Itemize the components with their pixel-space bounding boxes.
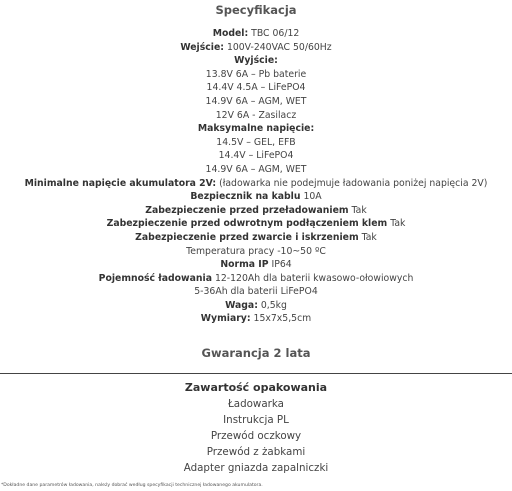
spec-value: 14.9V 6A – AGM, WET [205,95,307,107]
spec-row [0,122,512,136]
spec-value: 14.9V 6A – AGM, WET [205,163,307,175]
footnote: *Dokładne dane parametrów ładowania, należy dobrać według specyfikacji technicznej ładowanego akumulatora. [1,483,263,488]
spec-value: IP64 [268,259,292,271]
spec-row [0,149,512,163]
spec-value: 14.4V – LiFePO4 [218,150,294,162]
spec-row [0,217,512,231]
spec-label: Minimalne napięcie akumulatora 2V: [24,177,217,189]
spec-value: 14.4V 4.5A – LiFePO4 [206,82,306,94]
spec-label: Model: [212,28,249,39]
spec-value: 15x7x5,5cm [250,313,312,325]
spec-row [0,163,512,177]
spec-label: Bezpiecznik na kablu [190,191,301,203]
divider [0,373,512,374]
spec-row [0,272,512,286]
spec-value: Tak [387,218,406,230]
spec-row [0,245,512,259]
spec-label: Wyjście: [234,55,278,67]
spec-row [0,54,512,68]
spec-value: Tak [358,231,377,243]
spec-row [0,190,512,204]
contents-item: Przewód oczkowy [210,430,302,442]
spec-row [0,41,512,55]
spec-value: 13.8V 6A – Pb baterie [205,68,307,80]
spec-label: Zabezpieczenie przed odwrotnym podłączeniem klem [106,218,388,230]
spec-row [0,95,512,109]
spec-label: Pojemność ładowania [98,272,212,284]
spec-row [0,285,512,299]
spec-heading: Specyfikacja [215,3,297,17]
spec-row [0,258,512,272]
spec-row [0,299,512,313]
spec-label: Zabezpieczenie przed zwarcie i iskrzeniem [135,231,359,243]
spec-value: Tak [348,204,367,216]
contents-list [0,396,512,476]
spec-row [0,204,512,218]
spec-row [0,312,512,326]
spec-label: Waga: [225,299,258,311]
spec-row [0,177,512,191]
warranty-heading: Gwarancja 2 lata [201,346,311,360]
spec-row [0,231,512,245]
spec-label: Norma IP [220,259,269,271]
spec-label: Zabezpieczenie przed przeładowaniem [145,204,349,216]
spec-value: TBC 06/12 [248,28,300,39]
contents-item: Ładowarka [228,398,284,410]
spec-value: (ładowarka nie podejmuje ładowania poniżej napięcia 2V) [216,177,488,189]
spec-value: 0,5kg [257,299,287,311]
contents-item: Adapter gniazda zapalniczki [183,462,329,474]
spec-row [0,109,512,123]
contents-item: Instrukcja PL [223,414,289,426]
package-contents [0,380,512,476]
spec-row [0,68,512,82]
spec-value: 10A [300,191,322,203]
spec-label: Maksymalne napięcie: [197,123,315,135]
spec-label: Wymiary: [200,313,251,325]
contents-title: Zawartość opakowania [184,381,328,394]
spec-row [0,27,512,41]
spec-value: 12-120Ah dla baterii kwasowo-ołowiowych [212,272,414,284]
contents-item: Przewód z żabkami [206,446,306,458]
spec-value: 14.5V – GEL, EFB [216,136,296,148]
spec-label: Wejście: [180,41,224,53]
spec-row [0,81,512,95]
spec-value: 100V-240VAC 50/60Hz [223,41,332,53]
spec-list [0,27,512,326]
spec-value: 12V 6A - Zasilacz [215,109,297,121]
spec-value: Temperatura pracy -10~50 ºC [186,245,326,257]
spec-value: 5-36Ah dla baterii LiFePO4 [194,286,318,298]
spec-row [0,136,512,150]
